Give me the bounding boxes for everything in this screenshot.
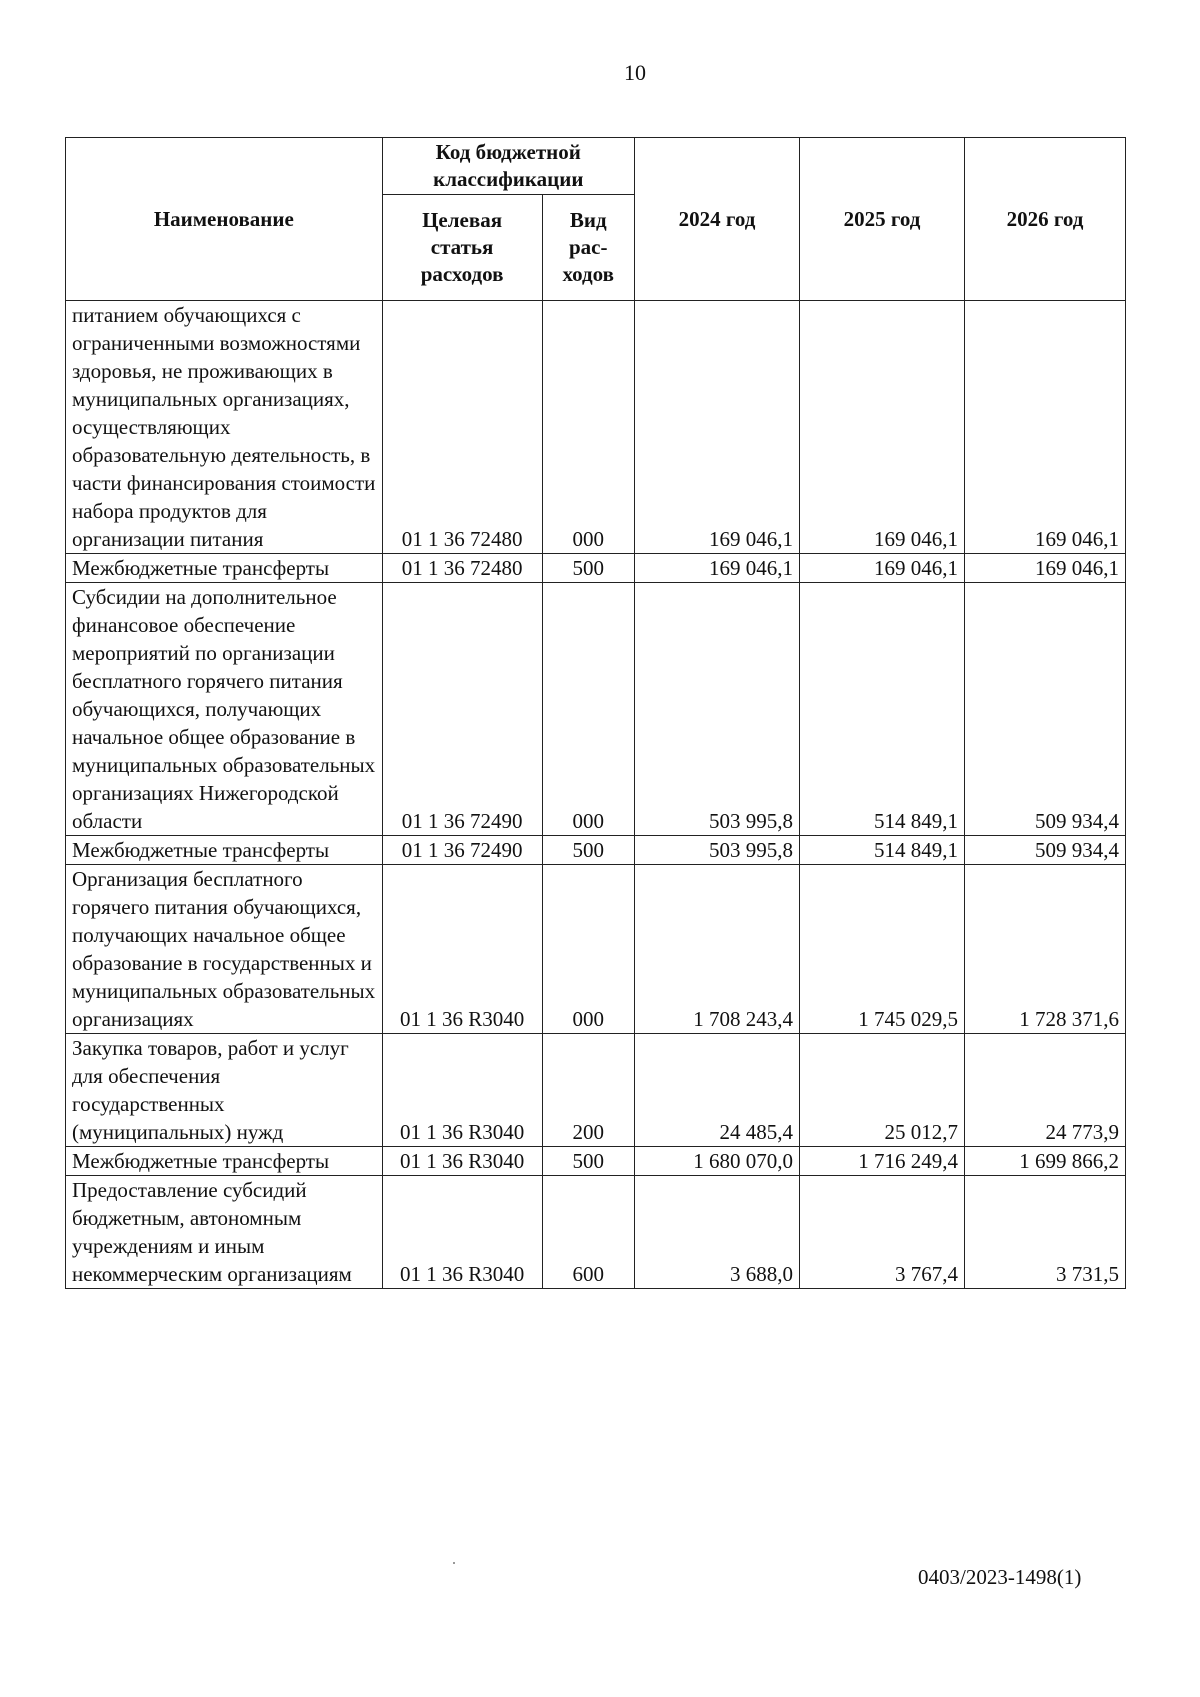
row-2024: 24 485,4 (634, 1034, 799, 1147)
table-body (66, 301, 1126, 1289)
header-year-2024: 2024 год (634, 138, 799, 301)
scan-artifact-dot (453, 1562, 455, 1564)
header-name: Наименование (66, 138, 383, 301)
row-2026: 1 728 371,6 (965, 865, 1126, 1034)
table-row (66, 1147, 1126, 1176)
header-target-article: Целевая статья расходов (382, 195, 542, 301)
row-2025: 1 745 029,5 (799, 865, 964, 1034)
row-code: 01 1 36 R3040 (382, 1176, 542, 1289)
table-row (66, 836, 1126, 865)
row-2024: 169 046,1 (634, 554, 799, 583)
row-name: Межбюджетные трансферты (66, 1147, 383, 1176)
row-kind: 000 (542, 583, 634, 836)
row-2024: 1 708 243,4 (634, 865, 799, 1034)
header-code-group: Код бюджетной классификации (382, 138, 634, 195)
row-name: Межбюджетные трансферты (66, 836, 383, 865)
row-code: 01 1 36 72490 (382, 836, 542, 865)
row-kind: 600 (542, 1176, 634, 1289)
row-name: Организация бесплатного горячего питания обучающихся, получающих начальное общее образование в государственных и муниципальных образовательных организациях (66, 865, 383, 1034)
row-name: Межбюджетные трансферты (66, 554, 383, 583)
row-code: 01 1 36 72490 (382, 583, 542, 836)
row-2026: 169 046,1 (965, 301, 1126, 554)
row-2024: 503 995,8 (634, 583, 799, 836)
row-2025: 169 046,1 (799, 554, 964, 583)
row-code: 01 1 36 72480 (382, 554, 542, 583)
row-2024: 1 680 070,0 (634, 1147, 799, 1176)
document-number: 0403/2023-1498(1) (918, 1565, 1082, 1589)
row-2026: 509 934,4 (965, 583, 1126, 836)
row-name: Предоставление субсидий бюджетным, автономным учреждениям и иным некоммерческим организациям (66, 1176, 383, 1289)
row-2026: 24 773,9 (965, 1034, 1126, 1147)
row-kind: 500 (542, 836, 634, 865)
row-2025: 1 716 249,4 (799, 1147, 964, 1176)
row-code: 01 1 36 R3040 (382, 865, 542, 1034)
header-year-2026: 2026 год (965, 138, 1126, 301)
table-row (66, 1034, 1126, 1147)
row-name: Субсидии на дополнительное финансовое обеспечение мероприятий по организации бесплатного горячего питания обучающихся, получающих начальное общее образование в муниципальных образовательных организациях Нижегородской области (66, 583, 383, 836)
row-2025: 3 767,4 (799, 1176, 964, 1289)
row-name: питанием обучающихся с ограниченными возможностями здоровья, не проживающих в муниципальных организациях, осуществляющих образовательную деятельность, в части финансирования стоимости набора продуктов для организации питания (66, 301, 383, 554)
row-code: 01 1 36 R3040 (382, 1147, 542, 1176)
table-row (66, 1176, 1126, 1289)
row-2024: 3 688,0 (634, 1176, 799, 1289)
row-kind: 500 (542, 554, 634, 583)
row-name: Закупка товаров, работ и услуг для обеспечения государственных (муниципальных) нужд (66, 1034, 383, 1147)
row-kind: 200 (542, 1034, 634, 1147)
row-2026: 3 731,5 (965, 1176, 1126, 1289)
header-expense-kind: Вид рас-ходов (542, 195, 634, 301)
row-kind: 000 (542, 301, 634, 554)
row-2026: 509 934,4 (965, 836, 1126, 865)
row-kind: 000 (542, 865, 634, 1034)
row-2026: 169 046,1 (965, 554, 1126, 583)
row-2025: 514 849,1 (799, 836, 964, 865)
header-year-2025: 2025 год (799, 138, 964, 301)
budget-table (65, 137, 1126, 1289)
row-2025: 25 012,7 (799, 1034, 964, 1147)
row-2026: 1 699 866,2 (965, 1147, 1126, 1176)
table-row (66, 301, 1126, 554)
row-2025: 169 046,1 (799, 301, 964, 554)
row-code: 01 1 36 R3040 (382, 1034, 542, 1147)
table-row (66, 554, 1126, 583)
row-kind: 500 (542, 1147, 634, 1176)
table-row (66, 865, 1126, 1034)
row-2024: 503 995,8 (634, 836, 799, 865)
page-number: 10 (624, 60, 646, 85)
table-row (66, 583, 1126, 836)
row-2024: 169 046,1 (634, 301, 799, 554)
row-code: 01 1 36 72480 (382, 301, 542, 554)
row-2025: 514 849,1 (799, 583, 964, 836)
